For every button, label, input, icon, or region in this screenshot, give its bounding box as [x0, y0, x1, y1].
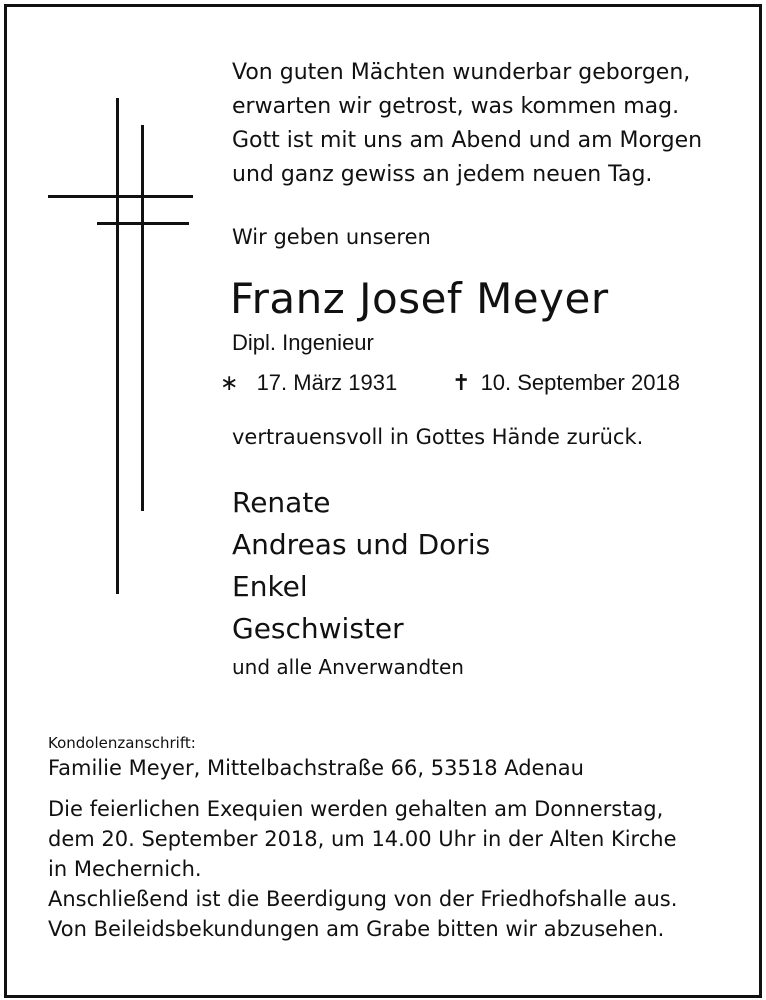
- footer-line: in Mechernich.: [48, 857, 202, 881]
- footer-line: dem 20. September 2018, um 14.00 Uhr in der Alten Kirche: [48, 827, 677, 851]
- life-dates: [220, 370, 397, 396]
- footer-line: Die feierlichen Exequien werden gehalten am Donnerstag,: [48, 797, 664, 821]
- mourner-name: Andreas und Doris: [232, 528, 491, 561]
- footer-line: Anschließend ist die Beerdigung von der Friedhofshalle aus.: [48, 887, 678, 911]
- deceased-title: Dipl. Ingenieur: [232, 330, 374, 355]
- poem-line: Von guten Mächten wunderbar geborgen,: [232, 60, 691, 85]
- footer-text: [48, 794, 677, 944]
- death-date-group: [452, 370, 680, 396]
- mourners-list: [232, 482, 490, 650]
- poem-line: erwarten wir getrost, was kommen mag.: [232, 94, 680, 119]
- mourner-name: Geschwister: [232, 612, 404, 645]
- birth-star-icon: ∗: [220, 370, 239, 395]
- birth-date: 17. März 1931: [256, 370, 398, 395]
- condolence-label: Kondolenzanschrift:: [48, 734, 196, 752]
- mourner-name: Renate: [232, 486, 331, 519]
- intro-text: Wir geben unseren: [232, 225, 431, 249]
- deceased-name: Franz Josef Meyer: [230, 274, 609, 323]
- relatives-text: und alle Anverwandten: [232, 655, 464, 679]
- poem-line: Gott ist mit uns am Abend und am Morgen: [232, 128, 703, 153]
- death-cross-icon: ✝: [452, 370, 471, 395]
- mourner-name: Enkel: [232, 570, 308, 603]
- closing-text: vertrauensvoll in Gottes Hände zurück.: [232, 425, 644, 449]
- poem-line: und ganz gewiss an jedem neuen Tag.: [232, 162, 653, 187]
- condolence-address: Familie Meyer, Mittelbachstraße 66, 53518 Adenau: [48, 756, 584, 780]
- poem: [232, 56, 702, 192]
- death-date: 10. September 2018: [480, 370, 680, 395]
- footer-line: Von Beileidsbekundungen am Grabe bitten wir abzusehen.: [48, 917, 665, 941]
